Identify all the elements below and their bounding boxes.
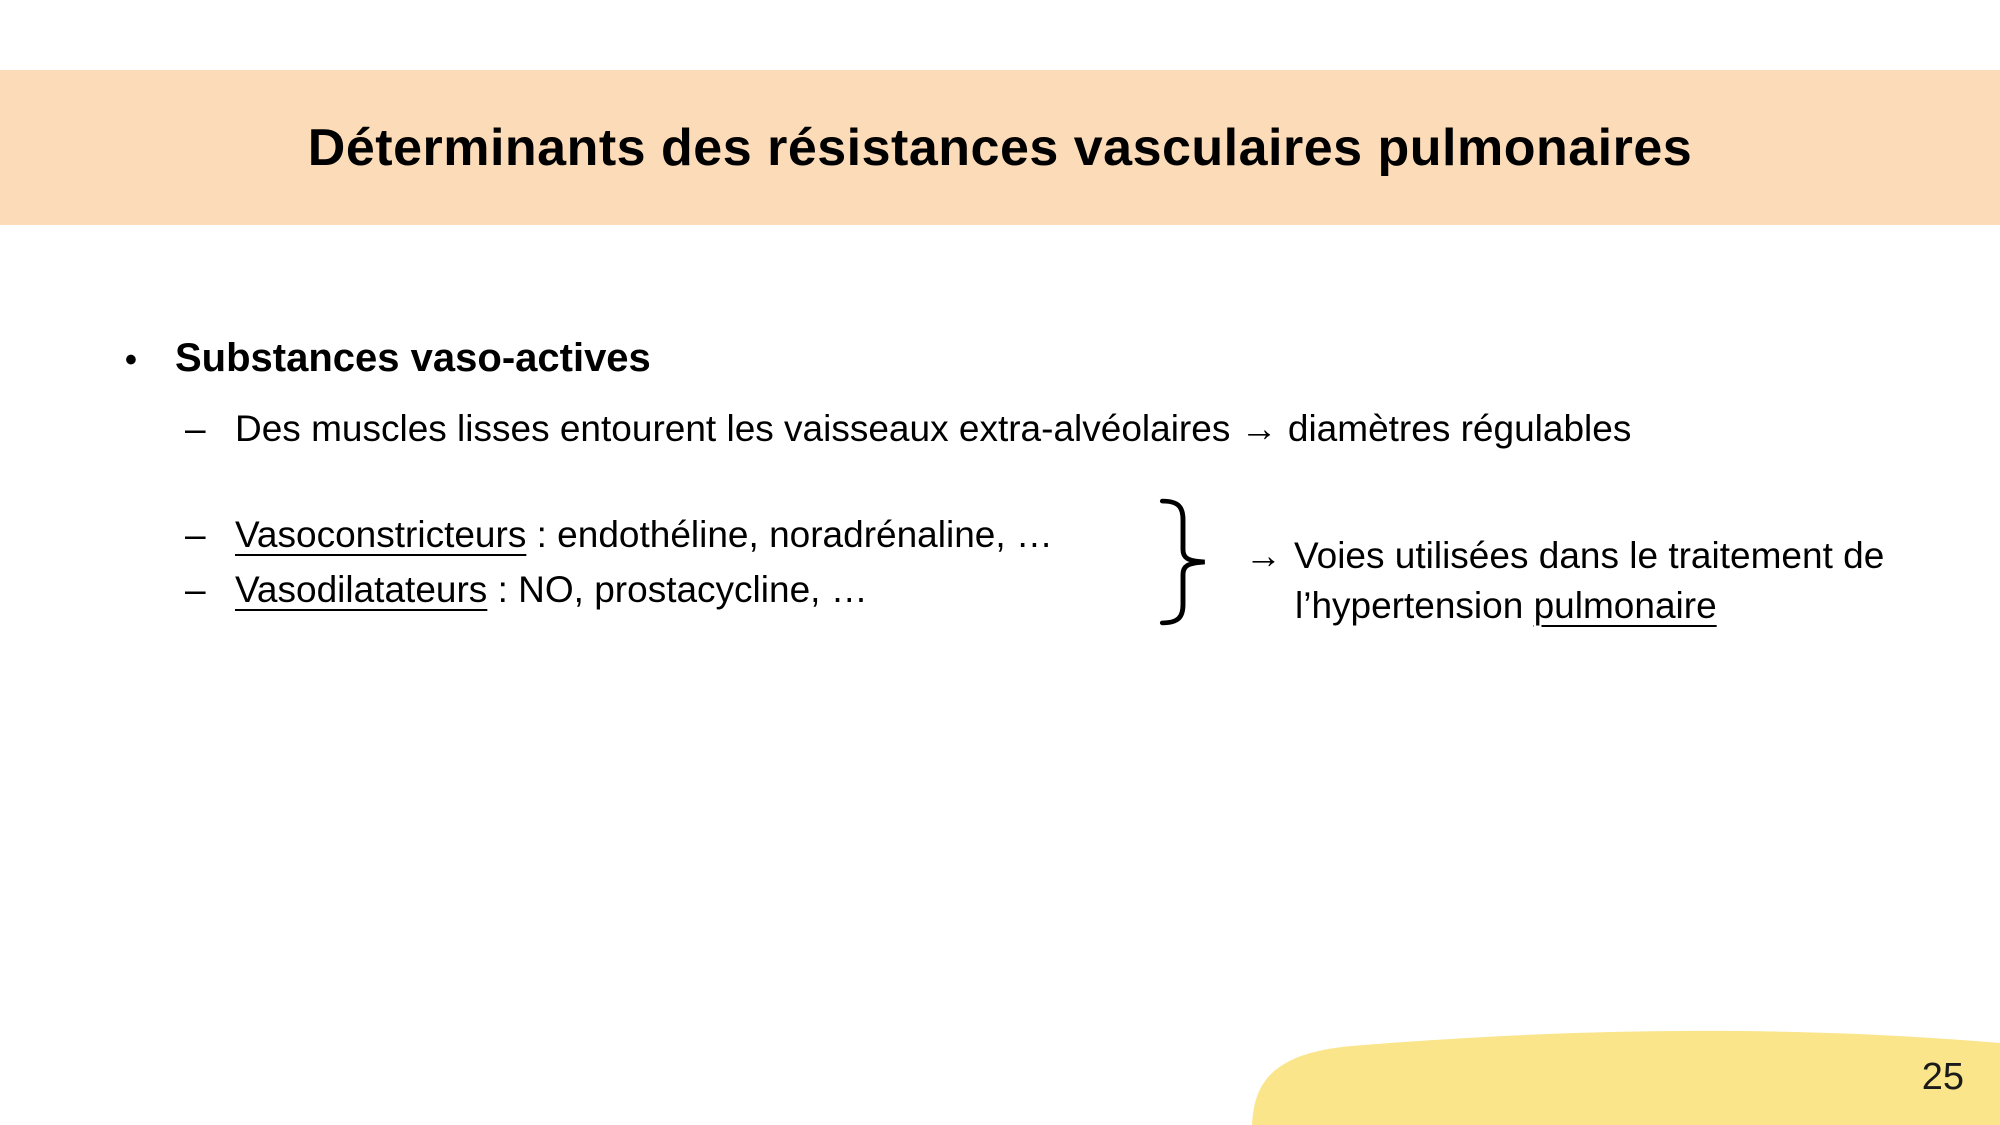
sub-bullet-muscles-text: Des muscles lisses entourent les vaisseaux extra-alvéolaires → diamètres régulables <box>235 408 1632 449</box>
bullet-marker: • <box>125 341 137 379</box>
dash-marker: – <box>185 569 206 610</box>
annotation-line2-prefix: l’hypertension <box>1295 585 1534 626</box>
annotation-line1-text: Voies utilisées dans le traitement de <box>1294 535 1885 576</box>
sub-bullet-vasodilatateurs <box>185 569 868 611</box>
vasoconstricteurs-term: Vasoconstricteurs <box>235 514 527 555</box>
vasoconstricteurs-examples: : endothéline, noradrénaline, … <box>526 514 1053 555</box>
vasodilatateurs-term: Vasodilatateurs <box>235 569 488 610</box>
vasodilatateurs-examples: : NO, prostacycline, … <box>487 569 868 610</box>
dash-marker: – <box>185 514 206 555</box>
annotation-line2-underlined: pulmonaire <box>1533 585 1717 626</box>
curly-brace-icon <box>1158 498 1208 626</box>
main-bullet-label: Substances vaso-actives <box>175 336 651 380</box>
sub-bullet-vasoconstricteurs <box>185 514 1053 556</box>
arrow-icon: → <box>1245 535 1282 576</box>
corner-accent-shape <box>1240 1025 2000 1125</box>
title-banner <box>0 70 2000 225</box>
sub-bullet-muscles <box>185 408 1631 450</box>
dash-marker: – <box>185 408 206 449</box>
main-bullet-row <box>125 336 651 381</box>
page-number: 25 <box>1921 1056 1964 1098</box>
slide-title: Déterminants des résistances vasculaires pulmonaires <box>307 118 1693 177</box>
annotation-line2 <box>1295 581 1884 631</box>
annotation-block <box>1245 531 1884 631</box>
annotation-line1 <box>1245 531 1884 581</box>
